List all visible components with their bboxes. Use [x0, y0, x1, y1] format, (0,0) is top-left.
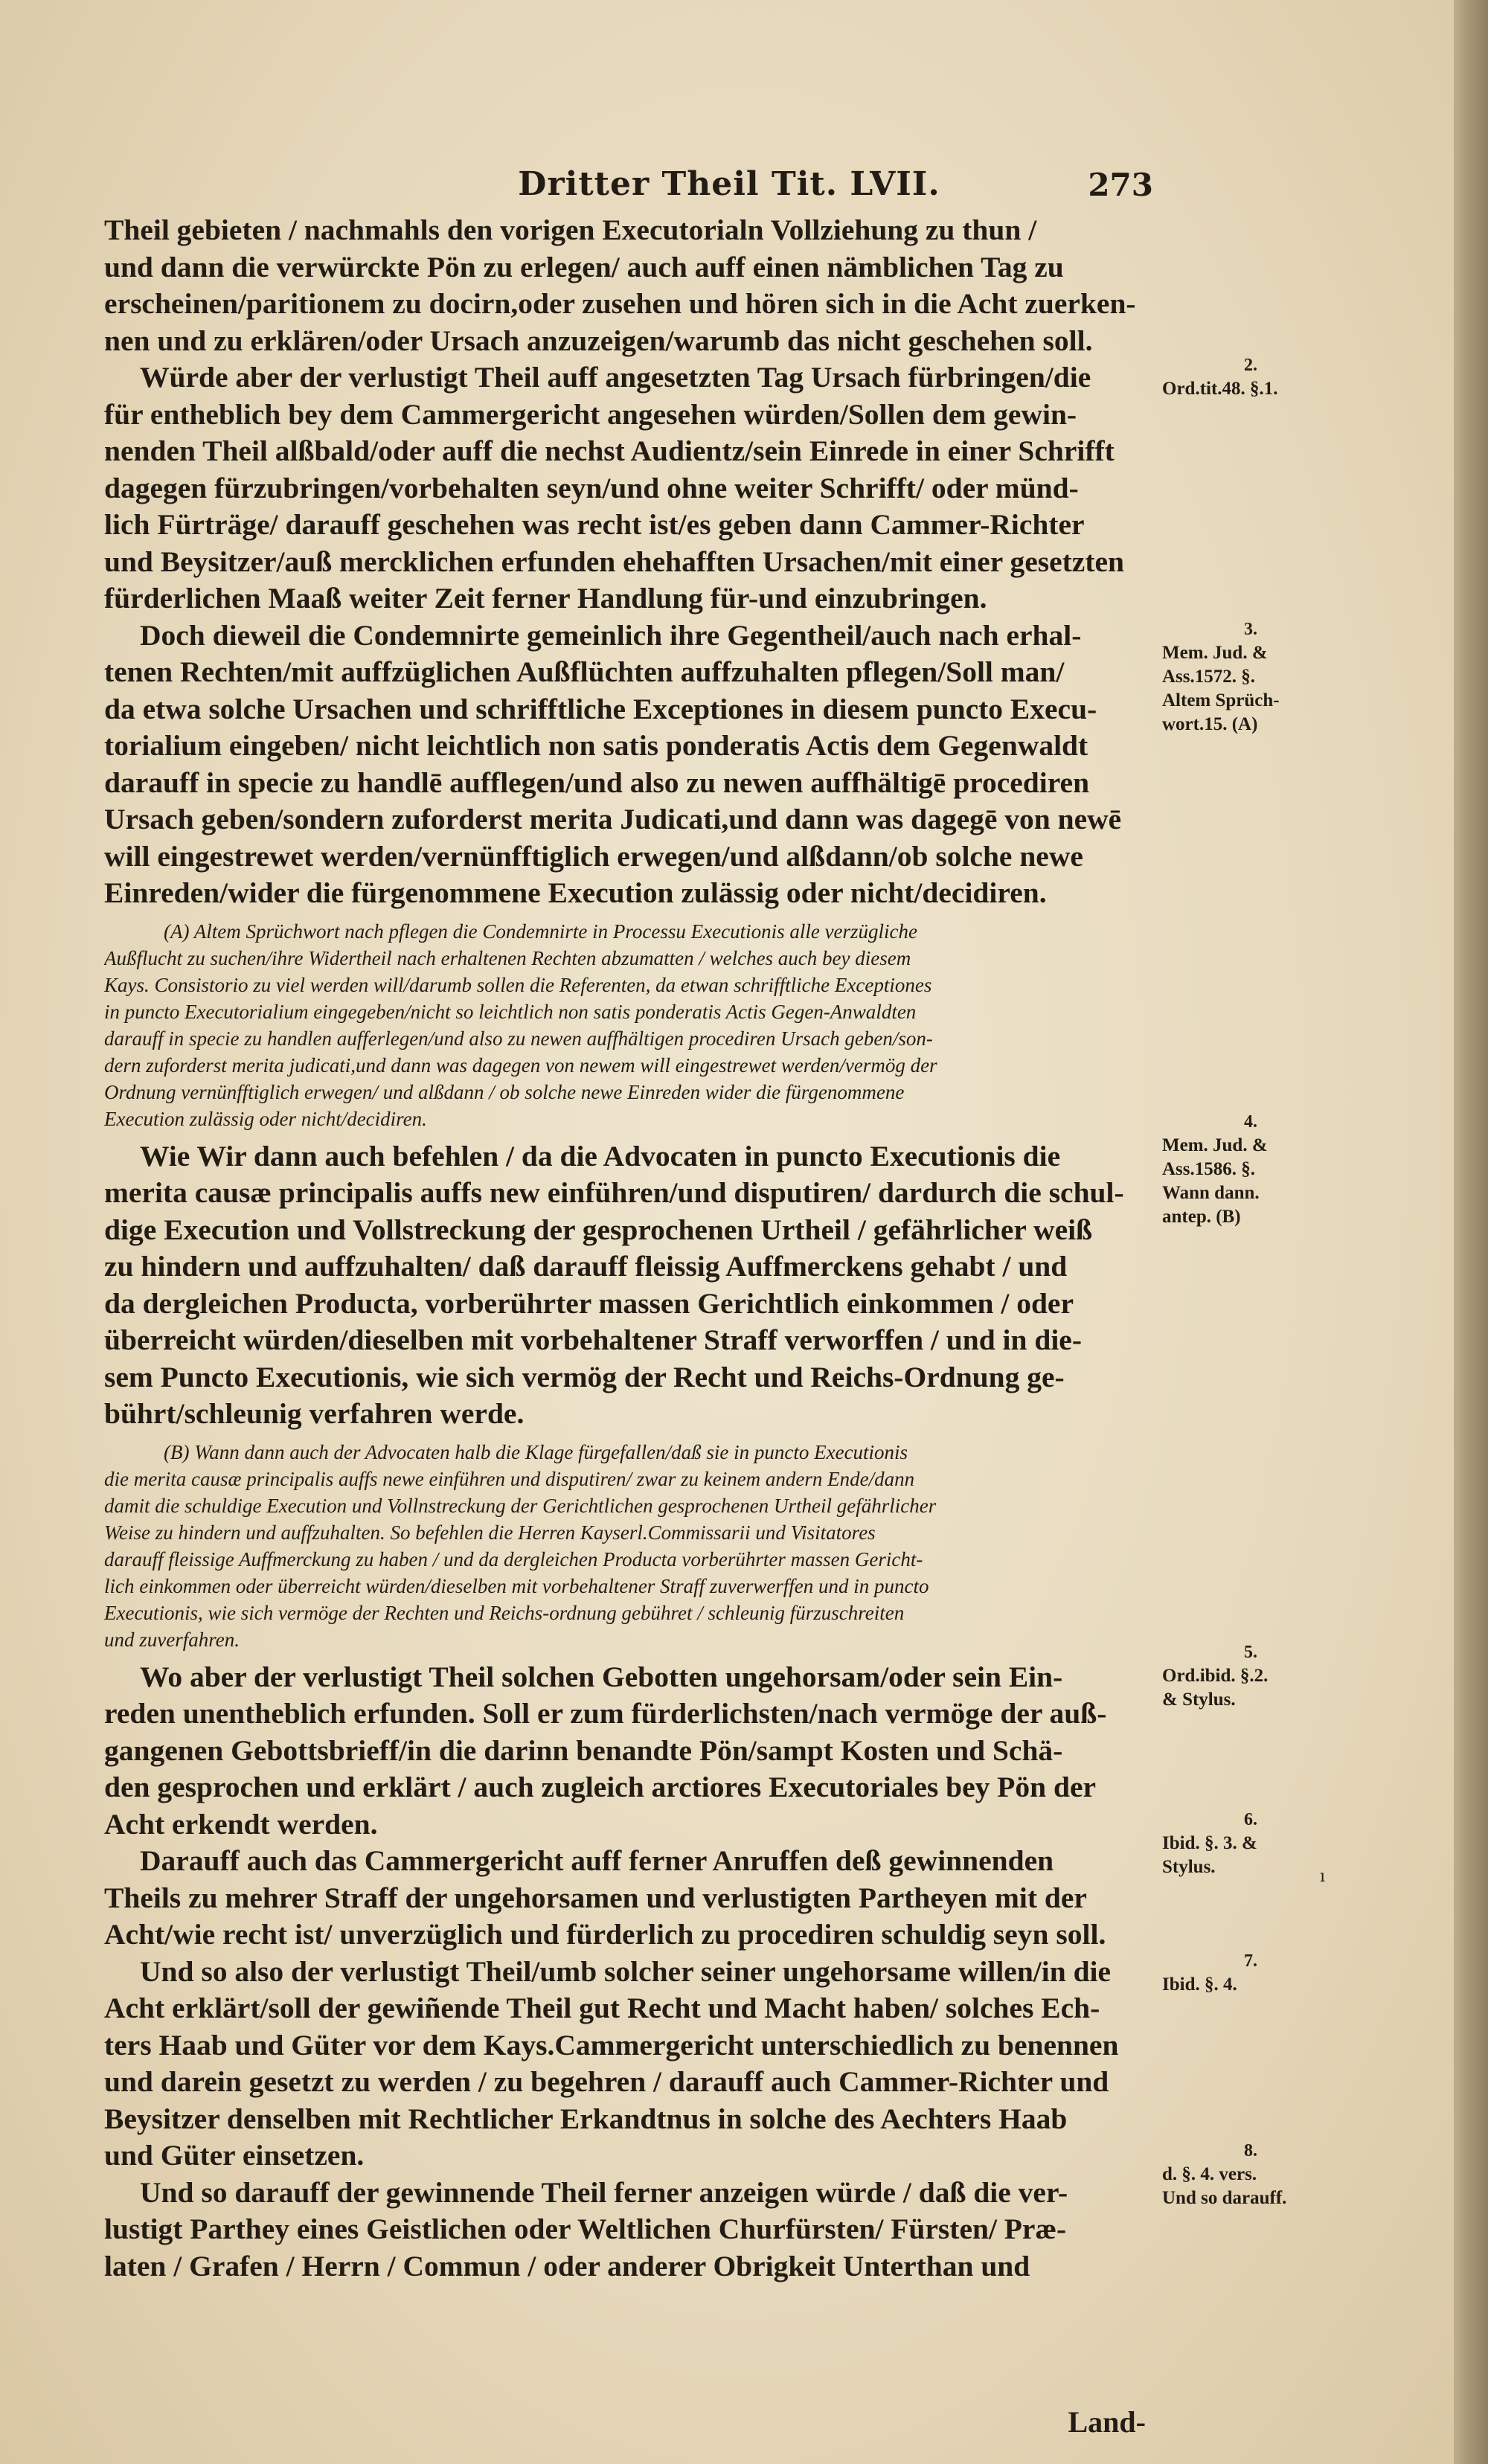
text-line: bührt/schleunig verfahren werde. — [104, 1397, 525, 1430]
text-line: lich Fürträge/ darauff geschehen was recht ist/es geben dann Cammer-Richter — [104, 508, 1085, 541]
text-line: sem Puncto Executionis, wie sich vermög der Recht und Reichs-Ordnung ge- — [104, 1360, 1065, 1393]
margin-note-line: Und so darauff. — [1162, 2188, 1287, 2208]
note-line: darauff in specie zu handlen aufferlegen/und also zu newen auffhältigen procediren Ursach geben/son- — [104, 1027, 933, 1050]
margin-note-line: Stylus. — [1162, 1857, 1216, 1877]
margin-note-number: 8. — [1244, 2141, 1257, 2160]
text-line: und dann die verwürckte Pön zu erlegen/ auch auff einen nämblichen Tag zu — [104, 250, 1064, 283]
text-line: erscheinen/paritionem zu docirn,oder zusehen und hören sich in die Acht zuerken- — [104, 287, 1136, 320]
text-line: und darein gesetzt zu werden / zu begehren / darauff auch Cammer-Richter und — [104, 2065, 1109, 2098]
margin-note-line: & Stylus. — [1162, 1690, 1236, 1710]
text-line: torialium eingeben/ nicht leichtlich non satis ponderatis Actis dem Gegenwaldt — [104, 729, 1088, 762]
text-line: Acht erklärt/soll der gewiñende Theil gut Recht und Macht haben/ solches Ech- — [104, 1992, 1100, 2024]
page-header — [0, 165, 1458, 210]
text-line: Acht/wie recht ist/ unverzüglich und fürderlich zu procediren schuldig seyn soll. — [104, 1918, 1106, 1951]
text-line: gangenen Gebottsbrieff/in die darinn benandte Pön/sampt Kosten und Schä- — [104, 1733, 1063, 1767]
page-number: 273 — [1088, 167, 1153, 203]
catchword: Land- — [1068, 2405, 1146, 2439]
text-line: Theils zu mehrer Straff der ungehorsamen und verlustigten Partheyen mit der — [104, 1881, 1087, 1914]
margin-note-line: Mem. Jud. & — [1162, 1135, 1268, 1155]
text-line: Acht erkendt werden. — [104, 1807, 378, 1841]
margin-note-line: Ord.ibid. §.2. — [1162, 1666, 1269, 1686]
text-line: will eingestrewet werden/vernünfftiglich erwegen/und alßdann/ob solche newe — [104, 839, 1083, 873]
margin-note-number: 5. — [1244, 1643, 1257, 1662]
note-line: Execution zulässig oder nicht/decidiren. — [104, 1107, 427, 1130]
note-line: Ordnung vernünfftiglich erwegen/ und alßdann / ob solche newe Einreden wider die fürgenommene — [104, 1080, 905, 1103]
text-line: und Beysitzer/auß mercklichen erfunden ehehafften Ursachen/mit einer gesetzten — [104, 545, 1124, 578]
text-line: Wie Wir dann auch befehlen / da die Advocaten in puncto Executionis die — [140, 1139, 1061, 1172]
note-line: die merita causæ principalis auffs newe einführen und disputiren/ zwar zu keinem andern Ende/dann — [104, 1467, 915, 1490]
margin-note-number: 2. — [1244, 356, 1257, 375]
text-line: dagegen fürzubringen/vorbehalten seyn/und ohne weiter Schrifft/ oder münd- — [104, 471, 1079, 504]
note-line: (B) Wann dann auch der Advocaten halb die Klage fürgefallen/daß sie in puncto Executionis — [164, 1440, 908, 1463]
note-line: Außflucht zu suchen/ihre Widertheil nach erhaltenen Rechten abzumatten / welches auch bey diesem — [104, 946, 911, 969]
text-line: nenden Theil alßbald/oder auff die nechst Audientz/sein Einrede in einer Schrifft — [104, 434, 1115, 467]
note-line: (A) Altem Sprüchwort nach pflegen die Condemnirte in Processu Executionis alle verzügliche — [164, 920, 918, 943]
text-line: lustigt Parthey eines Geistlichen oder Weltlichen Churfürsten/ Fürsten/ Præ- — [104, 2213, 1067, 2245]
margin-note-5 — [1162, 1640, 1326, 1712]
note-line: Weise zu hindern und auffzuhalten. So befehlen die Herren Kayserl.Commissarii und Visitatores — [104, 1521, 876, 1544]
margin-note-number: 3. — [1244, 620, 1257, 639]
margin-note-8 — [1162, 2139, 1326, 2210]
margin-note-line: d. §. 4. vers. — [1162, 2164, 1257, 2184]
note-line: in puncto Executorialium eingegeben/nicht so leichtlich non satis ponderatis Actis Gegen-Anwaldten — [104, 1000, 917, 1023]
margin-note-number: 6. — [1244, 1810, 1257, 1829]
text-line: Einreden/wider die fürgenommene Execution zulässig oder nicht/decidiren. — [104, 876, 1047, 909]
margin-note-line: wort.15. (A) — [1162, 714, 1258, 734]
margin-note-line: Wann dann. — [1162, 1183, 1260, 1203]
text-line: den gesprochen und erklärt / auch zugleich arctiores Executoriales bey Pön der — [104, 1771, 1097, 1803]
text-line: Darauff auch das Cammergericht auff ferner Anruffen deß gewinnenden — [140, 1844, 1054, 1877]
margin-note-line: Mem. Jud. & — [1162, 643, 1268, 663]
margin-note-line: Ibid. §. 4. — [1162, 1974, 1237, 1995]
margin-note-7 — [1162, 1949, 1326, 1997]
margin-note-number: 4. — [1244, 1112, 1257, 1132]
text-line: da dergleichen Producta, vorberührter massen Gerichtlich einkommen / oder — [104, 1286, 1074, 1320]
text-line: merita causæ principalis auffs new einführen/und disputiren/ dardurch die schul- — [104, 1176, 1124, 1209]
text-line: Würde aber der verlustigt Theil auff angesetzten Tag Ursach fürbringen/die — [140, 361, 1091, 394]
note-line: Kays. Consistorio zu viel werden will/darumb sollen die Referenten, da etwan schrifftliche Exceptiones — [104, 973, 932, 996]
margin-note-line: Ibid. §. 3. & — [1162, 1833, 1257, 1853]
text-line: und Güter einsetzen. — [104, 2139, 365, 2172]
margin-note-6 — [1162, 1808, 1326, 1879]
note-line: damit die schuldige Execution und Vollnstreckung der Gerichtlichen gesprochenen Urtheil gefährlicher — [104, 1494, 937, 1517]
text-line: zu hindern und auffzuhalten/ daß darauff fleissig Auffmerckens gehabt / und — [104, 1250, 1068, 1283]
margin-note-line: Ass.1572. §. — [1162, 667, 1256, 687]
text-line: Beysitzer denselben mit Rechtlicher Erkandtnus in solche des Aechters Haab — [104, 2102, 1068, 2135]
text-line: da etwa solche Ursachen und schrifftliche Exceptiones in diesem puncto Execu- — [104, 692, 1097, 725]
margin-note-2 — [1162, 353, 1326, 401]
margin-note-line: Altem Sprüch- — [1162, 690, 1280, 710]
page-binding-edge — [1454, 0, 1488, 2464]
margin-note-3 — [1162, 617, 1326, 737]
text-line: für entheblich bey dem Cammergericht angesehen würden/Sollen dem gewin- — [104, 397, 1077, 431]
stray-mark: ı — [1320, 1867, 1326, 1886]
margin-note-number: 7. — [1244, 1951, 1257, 1971]
note-line: Executionis, wie sich vermöge der Rechten und Reichs-ordnung gebühret / schleunig fürzuschreiten — [104, 1601, 905, 1624]
text-line: nen und zu erklären/oder Ursach anzuzeigen/warumb das nicht geschehen soll. — [104, 324, 1093, 357]
note-line: dern zuforderst merita judicati,und dann was dagegen von newem will eingestrewet werden/vermög der — [104, 1053, 937, 1077]
footnote-a — [104, 918, 1161, 1132]
text-line: darauff in specie zu handlē aufflegen/und also zu newen auffhältigē procediren — [104, 766, 1090, 799]
footnote-b — [104, 1439, 1161, 1653]
margin-note-line: Ass.1586. §. — [1162, 1159, 1256, 1179]
margin-note-4 — [1162, 1110, 1326, 1229]
text-line: laten / Grafen / Herrn / Commun / oder anderer Obrigkeit Unterthan und — [104, 2249, 1030, 2282]
text-line: Und so darauff der gewinnende Theil ferner anzeigen würde / daß die ver- — [140, 2175, 1068, 2209]
text-line: fürderlichen Maaß weiter Zeit ferner Handlung für-und einzubringen. — [104, 582, 987, 615]
text-line: ters Haab und Güter vor dem Kays.Cammergericht unterschiedlich zu benennen — [104, 2028, 1119, 2062]
margin-note-line: antep. (B) — [1162, 1207, 1241, 1227]
text-line: überreicht würden/dieselben mit vorbehaltener Straff verworffen / und in die- — [104, 1324, 1082, 1356]
margin-note-line: Ord.tit.48. §.1. — [1162, 379, 1278, 399]
text-line: Wo aber der verlustigt Theil solchen Gebotten ungehorsam/oder sein Ein- — [140, 1660, 1063, 1693]
note-line: darauff fleissige Auffmerckung zu haben / und da dergleichen Producta vorberührter massen Gericht- — [104, 1547, 923, 1571]
text-line: Und so also der verlustigt Theil/umb solcher seiner ungehorsame willen/in die — [140, 1954, 1112, 1988]
text-line: Doch dieweil die Condemnirte gemeinlich ihre Gegentheil/auch nach erhal- — [140, 618, 1082, 652]
text-line: Ursach geben/sondern zuforderst merita Judicati,und dann was dagegē von newē — [104, 803, 1122, 835]
running-title: Dritter Theil Tit. LVII. — [518, 165, 940, 203]
text-line: Theil gebieten / nachmahls den vorigen Executorialn Vollziehung zu thun / — [104, 214, 1037, 246]
main-text-column — [104, 212, 1161, 2285]
text-line: dige Execution und Vollstreckung der gesprochenen Urtheil / gefährlicher weiß — [104, 1213, 1093, 1246]
text-line: tenen Rechten/mit auffzüglichen Außflüchten auffzuhalten pflegen/Soll man/ — [104, 655, 1065, 688]
text-line: reden unentheblich erfunden. Soll er zum fürderlichsten/nach vermöge der auß- — [104, 1697, 1107, 1730]
note-line: lich einkommen oder überreicht würden/dieselben mit vorbehaltener Straff zuverwerffen und in puncto — [104, 1574, 929, 1597]
note-line: und zuverfahren. — [104, 1628, 240, 1651]
